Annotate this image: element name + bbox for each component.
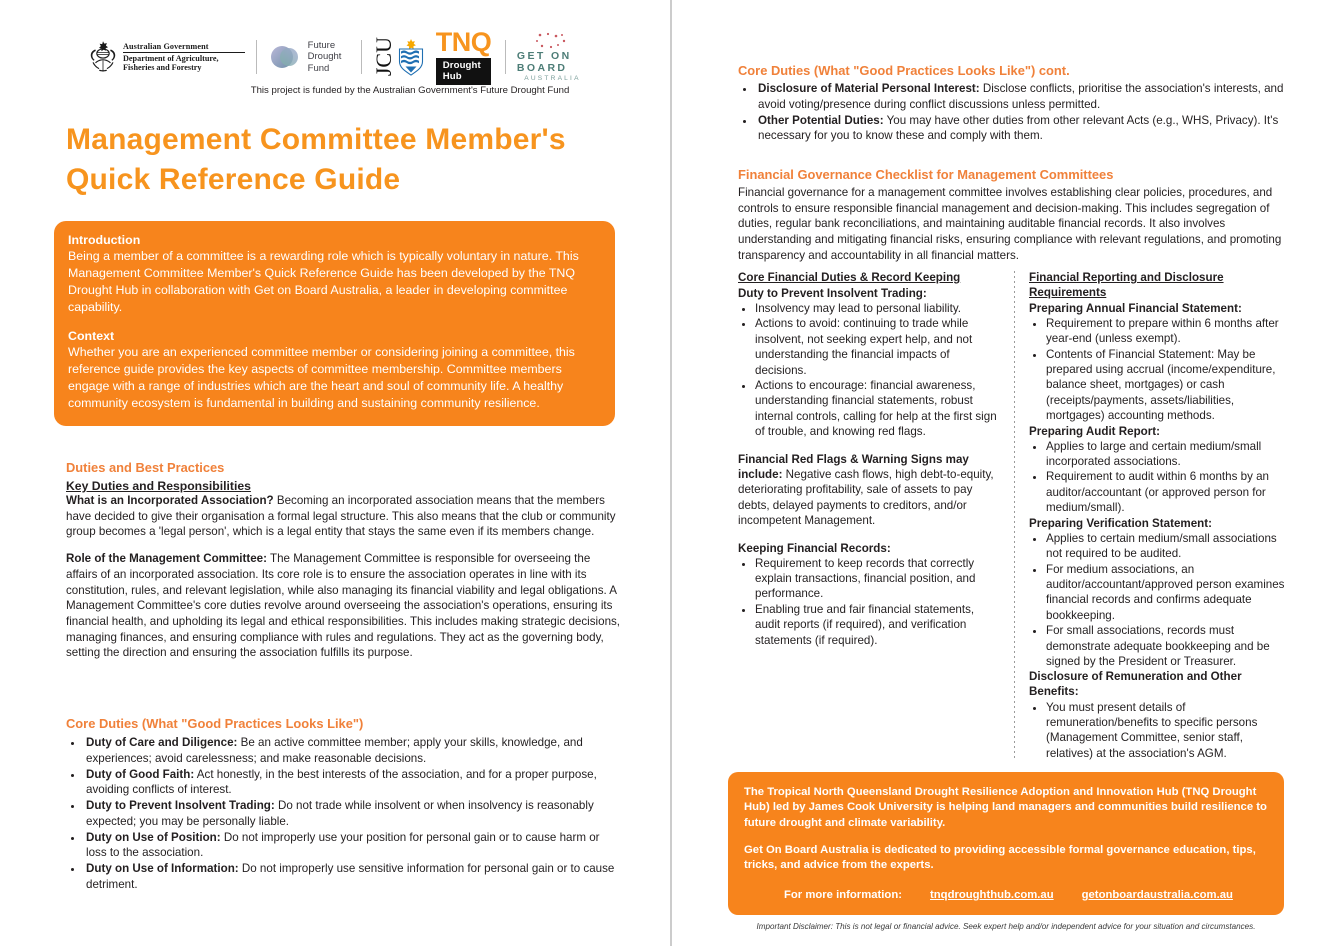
list-item: • Requirement to prepare within 6 months after year-end (unless exempt). — [1046, 316, 1291, 347]
keeping-records-list — [738, 556, 1000, 648]
get-on-board-wordmark: GET ON BOARD — [516, 50, 572, 74]
list-item — [756, 81, 1286, 113]
audit-report-heading: Preparing Audit Report: — [1029, 424, 1160, 438]
list-item: • Applies to large and certain medium/small incorporated associations. — [1046, 439, 1291, 470]
incorporated-association-paragraph — [66, 493, 622, 540]
left-page-column — [0, 0, 670, 946]
audit-report-list — [1029, 439, 1291, 516]
remuneration-list — [1029, 700, 1291, 762]
tnq-wordmark: TNQ — [435, 27, 492, 57]
future-drought-fund-icon — [268, 40, 302, 74]
list-item: • Requirement to keep records that correctly explain transactions, financial position, and performance. — [755, 556, 1000, 602]
commonwealth-coat-of-arms-icon — [88, 40, 118, 74]
annual-statement-heading: Preparing Annual Financial Statement: — [1029, 301, 1242, 315]
financial-governance-intro: Financial governance for a management committee involves establishing clear policies, procedures, and controls to ensure responsible financial management and decision-making. This includes segregation of duties, regular bank reconciliations, and maintaining auditable financial records. It also involves understanding and mitigating financial risks, ensuring compliance with relevant regulations, and promoting transparency and accountability in all financial matters. — [738, 186, 1282, 262]
role-of-committee-label: Role of the Management Committee: — [66, 552, 267, 566]
list-item: • Contents of Financial Statement: May be prepared using accrual (income/expenditure, balance sheet, mortgages) or cash (receipts/payments, assets/liabilities, mortgages) accounting methods. — [1046, 347, 1291, 424]
introduction-heading: Introduction — [68, 233, 141, 247]
list-item: • Actions to avoid: continuing to trade while insolvent, not seeking expert help, and not understanding the financial impacts of decisions. — [755, 316, 1000, 378]
column-divider — [1014, 271, 1015, 761]
list-item-label: Other Potential Duties: — [758, 113, 884, 127]
australian-government-logo — [88, 40, 245, 74]
list-item-label: Duty to Prevent Insolvent Trading: — [86, 799, 275, 813]
aus-gov-line2: Department of Agriculture, Fisheries and Forestry — [123, 53, 219, 73]
list-item — [84, 798, 622, 830]
future-drought-fund-logo — [268, 40, 350, 75]
logo-separator — [505, 40, 506, 74]
paragraph-spacer — [66, 540, 622, 551]
footer-spacer — [744, 831, 1268, 843]
role-of-committee-text: The Management Committee is responsible for overseeing the affairs of an incorporated association. Its core role is to ensure the association operates in line with its constitution, rules, and relevant legislation, while also managing its financial viability and legal obligations. A Management Committee's core duties revolve around overseeing the association's operations, ensuring its financial health, and upholding its legal and ethical responsibilities. This includes making strategic decisions, managing finances, and ensuring compliance with rules and regulations. They act as the governing body, setting the direction and ensuring the association fulfills its purpose. — [66, 552, 621, 660]
red-flags-label: Financial Red Flags & Warning Signs may include: — [738, 452, 969, 481]
red-flags-paragraph — [738, 452, 1000, 529]
list-item — [756, 113, 1286, 145]
list-item-text: You may have other duties from other relevant Acts (e.g., WHS, Privacy). It's necessary for you to know these and comply with them. — [758, 113, 1279, 143]
footer-info-box — [728, 772, 1284, 915]
remuneration-heading: Disclosure of Remuneration and Other Benefits: — [1029, 670, 1242, 699]
financial-governance-section — [738, 167, 1286, 264]
list-item: • For medium associations, an auditor/accountant/approved person examines financial records and confirms adequate bookkeeping. — [1046, 562, 1291, 624]
jcu-logo — [370, 37, 426, 77]
keeping-records-heading: Keeping Financial Records: — [738, 541, 891, 555]
list-item-label: Duty on Use of Position: — [86, 830, 221, 844]
list-item — [84, 861, 622, 893]
list-item — [84, 767, 622, 799]
core-financial-duties-column — [738, 271, 1014, 761]
list-item: • Applies to certain medium/small associations not required to be audited. — [1046, 531, 1291, 562]
more-information-label: For more information: — [784, 888, 902, 901]
core-duties-section — [66, 716, 622, 893]
duties-and-best-practices-section — [66, 460, 622, 661]
list-item-label: Duty of Good Faith: — [86, 767, 195, 781]
jcu-wordmark: JCU — [370, 37, 396, 77]
disclaimer-text: Important Disclaimer: This is not legal or financial advice. Seek expert help and/or independent advice for your situation and circumstances. — [756, 922, 1256, 931]
duties-section-heading: Duties and Best Practices — [66, 460, 225, 475]
incorporated-association-text: Becoming an incorporated association means that the members have decided to give their organisation a formal legal structure. This also means that the club or community group becomes a 'legal person', which is a legal entity that stays the same even if its members change. — [66, 494, 616, 539]
list-item-label: Duty of Care and Diligence: — [86, 736, 238, 749]
context-text: Whether you are an experienced committee member or considering joining a committee, this reference guide provides the key aspects of committee membership. Committee members engage with a range of industries which are the heart and soul of community life. A healthy community ecosystem is fundamental in building and sustaining community resilience. — [68, 344, 575, 410]
list-item-label: Duty on Use of Information: — [86, 862, 239, 876]
core-duties-cont-section — [738, 63, 1286, 144]
footer-paragraph-1: The Tropical North Queensland Drought Resilience Adoption and Innovation Hub (TNQ Drought Hub) led by James Cook University is helping land managers and communities build resilience to future drought and climate variability. — [744, 786, 1267, 829]
list-item-text: Act honestly, in the best interests of the association, and for a proper purpose, avoiding conflicts of interest. — [86, 767, 597, 797]
insolvent-trading-heading: Duty to Prevent Insolvent Trading: — [738, 286, 927, 300]
logo-separator — [361, 40, 362, 74]
core-financial-duties-heading: Core Financial Duties & Record Keeping — [738, 271, 961, 284]
core-duties-list — [66, 735, 622, 893]
aus-gov-line1: Australian Government — [123, 42, 245, 53]
list-item: • Actions to encourage: financial awareness, understanding financial statements, robust internal controls, calling for help at the first sign of trouble, and knowing red flags. — [755, 378, 1000, 440]
financial-reporting-column — [1029, 271, 1291, 761]
financial-checklist-columns — [738, 271, 1291, 761]
introduction-text: Being a member of a committee is a rewarding role which is typically voluntary in nature. This Management Committee Member's Quick Reference Guide has been developed by the TNQ Drought Hub in collaboration with Get on Board Australia, a leader in developing committee capability. — [68, 249, 579, 314]
core-duties-cont-heading: Core Duties (What "Good Practices Looks Like") cont. — [738, 63, 1070, 78]
financial-reporting-heading: Financial Reporting and Disclosure Requirements — [1029, 271, 1224, 299]
list-item-text: Disclose conflicts, prioritise the association's interests, and avoid voting/presence during conflict discussions unless permitted. — [758, 82, 1284, 111]
core-duties-heading: Core Duties (What "Good Practices Looks Like") — [66, 716, 364, 731]
column-spacer — [738, 440, 1000, 452]
list-item-text: Do not improperly use your position for personal gain or to cause harm or loss to the association. — [86, 830, 600, 860]
list-item: • Insolvency may lead to personal liability. — [755, 301, 1000, 316]
page-title: Management Committee Member's Quick Reference Guide — [66, 123, 566, 196]
context-heading: Context — [68, 328, 115, 343]
list-item: • You must present details of remuneration/benefits to specific persons (Management Committee, senior staff, relatives) at the association's AGM. — [1046, 700, 1291, 762]
tnq-sub-wordmark: Drought Hub — [436, 58, 492, 85]
verification-statement-heading: Preparing Verification Statement: — [1029, 516, 1212, 530]
list-item-text: Do not improperly use sensitive information for personal gain or to cause detriment. — [86, 862, 615, 891]
list-item: • For small associations, records must demonstrate adequate bookkeeping and be signed by the President or Treasurer. — [1046, 623, 1291, 669]
southern-cross-stars-icon — [524, 32, 580, 50]
financial-governance-heading: Financial Governance Checklist for Management Committees — [738, 167, 1114, 182]
funding-note: This project is funded by the Australian Government's Future Drought Fund — [250, 85, 570, 96]
list-item-text: Do not trade while insolvent or when insolvency is reasonably expected; you may be personally liable. — [86, 799, 594, 828]
future-drought-fund-wordmark: Future Drought Fund — [307, 39, 342, 74]
role-of-committee-paragraph — [66, 551, 622, 661]
list-item-text: Be an active committee member; apply your skills, knowledge, and experiences; avoid carelessness; and make reasonable decisions. — [86, 736, 583, 765]
list-item — [84, 830, 622, 862]
annual-statement-list — [1029, 316, 1291, 424]
list-item-label: Disclosure of Material Personal Interest: — [758, 82, 980, 95]
footer-links-row — [744, 888, 1268, 903]
right-page-column — [672, 0, 1343, 946]
insolvent-trading-list — [738, 301, 1000, 440]
key-duties-subheading: Key Duties and Responsibilities — [66, 479, 251, 493]
tnq-drought-hub-link[interactable]: tnqdroughthub.com.au — [930, 888, 1054, 901]
red-flags-text: Negative cash flows, high debt-to-equity, deteriorating profitability, sale of assets to pay debts, delayed payments to creditors, and/or incompetent Management. — [738, 467, 994, 528]
core-duties-cont-list — [738, 81, 1286, 144]
australian-government-wordmark — [123, 42, 245, 73]
column-spacer — [738, 529, 1000, 541]
logo-bar — [88, 27, 588, 82]
verification-statement-list — [1029, 531, 1291, 670]
list-item: • Enabling true and fair financial statements, audit reports (if required), and verification statements (if required). — [755, 602, 1000, 648]
get-on-board-australia-link[interactable]: getonboardaustralia.com.au — [1081, 888, 1233, 901]
get-on-board-australia-logo — [517, 32, 588, 82]
logo-separator — [256, 40, 257, 74]
box-spacer — [68, 316, 601, 329]
list-item: • Requirement to audit within 6 months by an auditor/accountant (or approved person for medium/small). — [1046, 469, 1291, 515]
jcu-shield-icon — [396, 38, 426, 76]
list-item — [84, 735, 622, 767]
introduction-box — [54, 221, 615, 426]
get-on-board-subtext: AUSTRALIA — [524, 75, 581, 82]
tnq-drought-hub-logo — [436, 29, 492, 85]
incorporated-association-label: What is an Incorporated Association? — [66, 494, 274, 507]
footer-paragraph-2: Get On Board Australia is dedicated to providing accessible formal governance education, tips, tricks, and advice from the experts. — [744, 844, 1256, 872]
